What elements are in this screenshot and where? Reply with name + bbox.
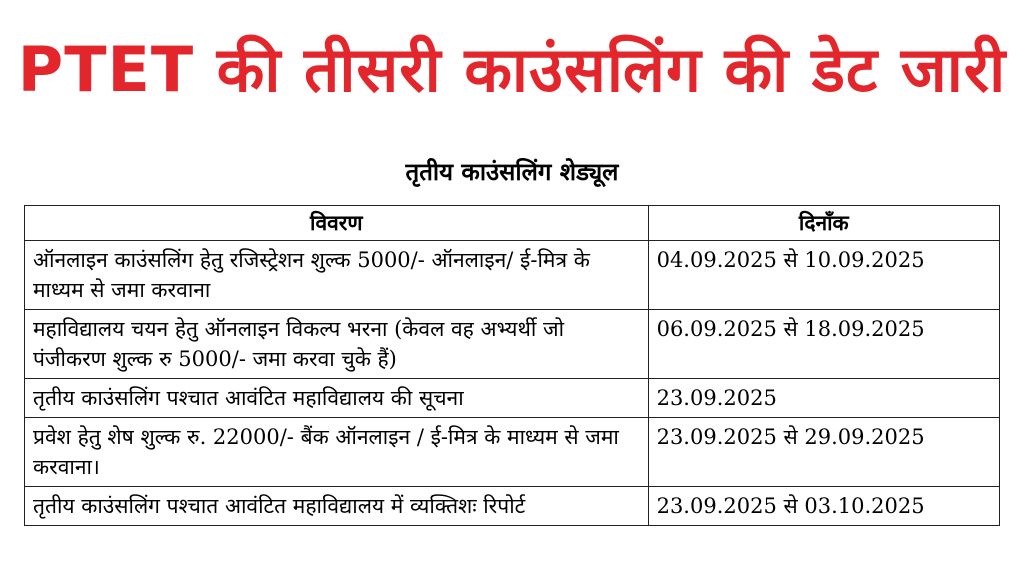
table-row: [25, 241, 1000, 310]
row-date: 23.09.2025 से 03.10.2025: [648, 487, 999, 526]
table-row: [25, 310, 1000, 379]
table-row: [25, 379, 1000, 418]
headline: PTET की तीसरी काउंसलिंग की डेट जारी: [17, 33, 1007, 106]
row-description: प्रवेश हेतु शेष शुल्क रु. 22000/- बैंक ऑनलाइन / ई-मित्र के माध्यम से जमा करवाना।: [25, 418, 649, 487]
schedule-table: [24, 205, 1000, 526]
header-description: विवरण: [25, 206, 649, 241]
row-description: ऑनलाइन काउंसलिंग हेतु रजिस्ट्रेशन शुल्क 5000/- ऑनलाइन/ ई-मित्र के माध्यम से जमा करवाना: [25, 241, 649, 310]
header-date: दिनाँक: [648, 206, 999, 241]
row-description: तृतीय काउंसलिंग पश्चात आवंटित महाविद्यालय में व्यक्तिशः रिपोर्ट: [25, 487, 649, 526]
table-header-row: [25, 206, 1000, 241]
row-date: 06.09.2025 से 18.09.2025: [648, 310, 999, 379]
table-row: [25, 418, 1000, 487]
row-description: महाविद्यालय चयन हेतु ऑनलाइन विकल्प भरना (केवल वह अभ्यर्थी जो पंजीकरण शुल्क रु 5000/- जमा करवा चुके हैं): [25, 310, 649, 379]
row-description: तृतीय काउंसलिंग पश्चात आवंटित महाविद्यालय की सूचना: [25, 379, 649, 418]
table-row: [25, 487, 1000, 526]
row-date: 04.09.2025 से 10.09.2025: [648, 241, 999, 310]
row-date: 23.09.2025 से 29.09.2025: [648, 418, 999, 487]
row-date: 23.09.2025: [648, 379, 999, 418]
schedule-title: तृतीय काउंसलिंग शेड्यूल: [405, 157, 619, 186]
